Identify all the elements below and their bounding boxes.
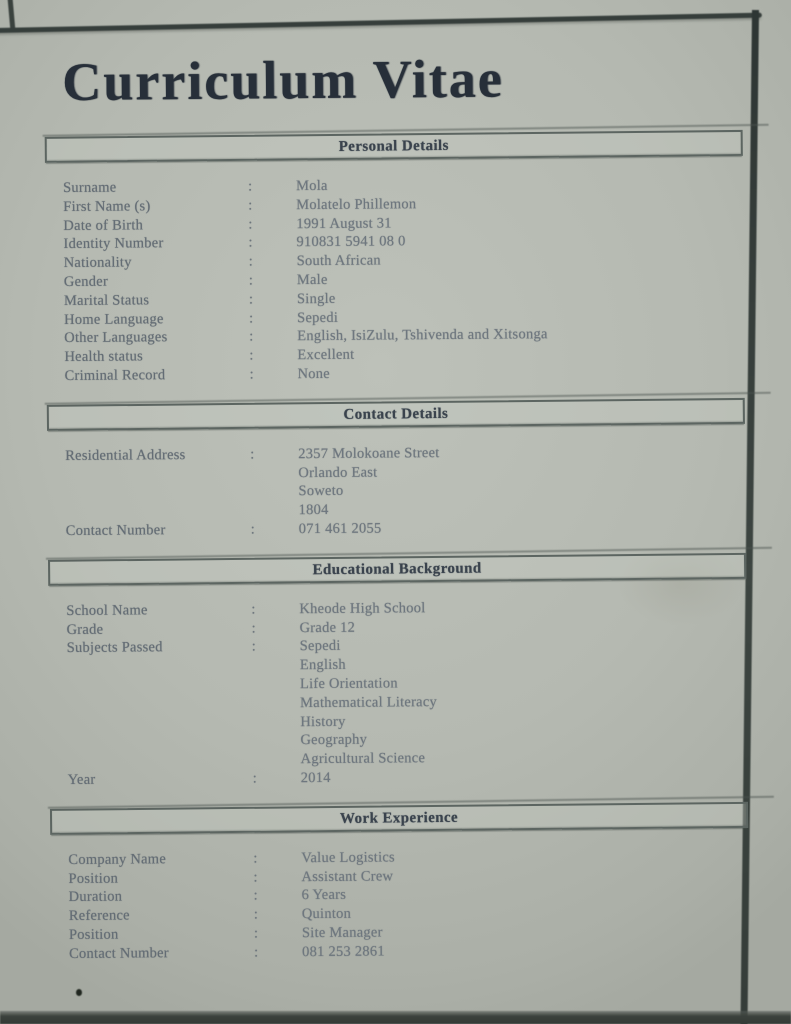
field-value-line: 2014 [300, 769, 331, 787]
field-separator: : [248, 272, 254, 289]
field-separator: : [249, 328, 254, 345]
field-value-line: None [297, 365, 331, 383]
field-separator: : [248, 197, 253, 214]
section-header-contact-details [47, 398, 745, 431]
field-separator: : [248, 178, 253, 195]
field-label: Year [67, 771, 96, 788]
field-value-line: Agricultural Science [300, 750, 426, 768]
field-label: Home Language [64, 310, 164, 328]
field-value-line: Value Logistics [301, 849, 395, 866]
field-value-line: Molatelo Phillemon [296, 196, 417, 213]
field-row [66, 517, 742, 541]
field-separator: : [248, 253, 254, 270]
field-label: Surname [63, 179, 117, 196]
field-separator: : [249, 347, 254, 364]
field-value-line: Quinton [301, 905, 352, 923]
scan-artifact-bottom-edge [0, 1011, 791, 1024]
field-value [297, 362, 740, 384]
field-value [298, 441, 742, 520]
section-rows [65, 441, 742, 540]
field-label: Health status [64, 348, 144, 366]
field-value [300, 634, 744, 769]
field-value-line: Grade 12 [299, 619, 356, 636]
section-header-work-experience [50, 802, 748, 835]
field-label: Residential Address [65, 446, 186, 464]
field-value-line: Excellent [297, 346, 355, 364]
field-separator: : [253, 869, 258, 886]
section-heading: Educational Background [312, 559, 482, 578]
field-value-line: Sepedi [297, 309, 339, 326]
field-value-line: Kheode High School [299, 599, 426, 617]
field-row [69, 939, 745, 963]
field-value-line: 1991 August 31 [296, 215, 392, 232]
field-value-line: Mathematical Literacy [300, 693, 438, 711]
field-label: Nationality [63, 254, 132, 272]
field-label: Subjects Passed [66, 639, 163, 657]
field-separator: : [249, 310, 254, 327]
scan-artifact-top-edge [0, 13, 762, 33]
field-value [301, 766, 744, 788]
cv-section [66, 553, 744, 789]
document-title: Curriculum Vitae [62, 48, 504, 112]
field-value-line: Soweto [298, 483, 344, 500]
field-separator: : [254, 944, 259, 961]
field-value-line: English, IsiZulu, Tshivenda and Xitsonga [297, 326, 548, 345]
field-label: Company Name [68, 850, 167, 868]
field-label: Contact Number [69, 944, 169, 962]
field-value-line: Assistant Crew [301, 867, 394, 885]
field-label: Duration [68, 888, 123, 906]
cv-section [65, 398, 742, 540]
field-separator: : [251, 620, 256, 637]
section-heading: Contact Details [343, 405, 449, 423]
field-value-line: Male [296, 271, 328, 289]
field-separator: : [250, 446, 255, 463]
field-value-line: 071 461 2055 [298, 520, 382, 538]
field-separator: : [251, 601, 256, 618]
section-heading: Work Experience [339, 809, 459, 827]
section-rows [66, 596, 743, 789]
section-header-personal-details [45, 130, 743, 163]
field-value-line: Orlando East [298, 464, 378, 481]
field-separator: : [253, 925, 259, 942]
field-label: Marital Status [63, 292, 150, 309]
field-row [65, 441, 742, 521]
field-value-line: Mola [296, 177, 328, 195]
field-value-line: Life Orientation [299, 675, 398, 693]
section-header-educational-background [48, 553, 746, 586]
field-separator: : [248, 234, 253, 251]
section-rows [63, 174, 741, 386]
field-separator: : [252, 770, 258, 787]
field-separator: : [249, 366, 254, 383]
field-label: Grade [66, 621, 104, 638]
field-separator: : [248, 291, 254, 308]
field-row [68, 766, 744, 790]
section-rows [68, 845, 745, 963]
field-value-line: Geography [300, 731, 368, 749]
cv-content [62, 45, 745, 964]
sections-container [63, 131, 745, 964]
field-value-line: 081 253 2861 [302, 943, 385, 960]
field-label: Contact Number [65, 522, 166, 539]
scan-artifact-ink-dot [76, 989, 82, 996]
field-separator: : [253, 887, 258, 904]
field-value [302, 939, 745, 961]
field-value-line: South African [296, 252, 381, 270]
field-value-line: Single [296, 290, 336, 307]
field-value-line: Site Manager [301, 924, 383, 942]
field-label: Criminal Record [64, 367, 166, 384]
field-separator: : [253, 906, 259, 923]
field-value-line: 1804 [298, 502, 329, 519]
field-label: Reference [68, 907, 130, 925]
field-separator: : [248, 216, 253, 233]
field-value-line: 910831 5941 08 0 [296, 233, 406, 251]
field-value-line: 6 Years [301, 887, 347, 904]
field-label: First Name (s) [63, 198, 151, 215]
field-label: Other Languages [64, 329, 168, 347]
field-value-line: Sepedi [299, 638, 341, 655]
scan-artifact-top-left-edge [8, 0, 16, 31]
field-label: Position [68, 926, 119, 943]
field-value-line: English [299, 656, 346, 674]
field-row [64, 362, 740, 386]
field-label: School Name [66, 602, 148, 619]
cv-section [63, 131, 741, 386]
field-value [299, 517, 742, 539]
cv-section [68, 802, 745, 963]
field-label: Date of Birth [63, 216, 144, 234]
field-label: Gender [63, 273, 109, 290]
field-label: Position [68, 870, 119, 887]
field-value-line: 2357 Molokoane Street [298, 444, 440, 462]
field-separator: : [251, 638, 257, 655]
section-heading: Personal Details [338, 137, 449, 155]
field-separator: : [250, 521, 256, 538]
field-label: Identity Number [63, 235, 164, 253]
field-separator: : [253, 850, 258, 867]
field-value-line: History [300, 713, 346, 730]
field-row [67, 634, 744, 771]
